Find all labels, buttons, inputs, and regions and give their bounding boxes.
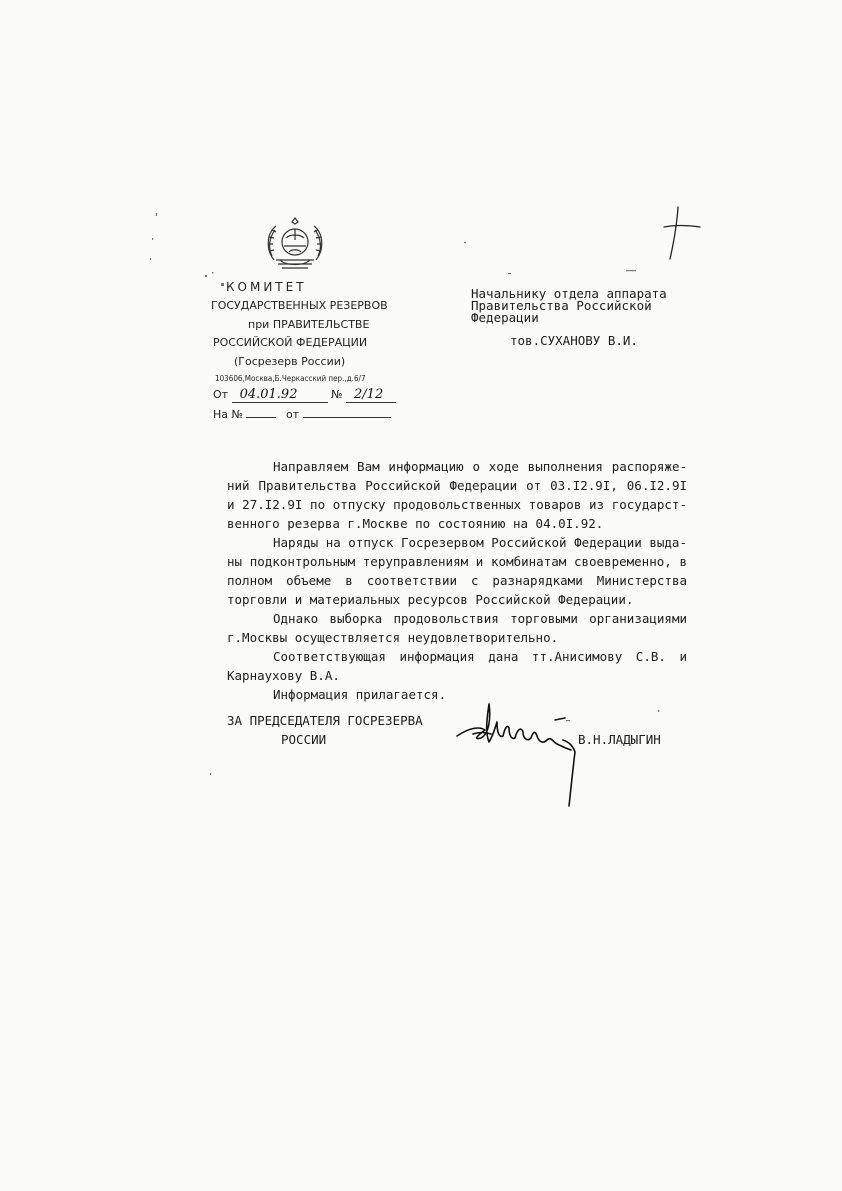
letterhead-line-3: РОССИЙСКОЙ ФЕДЕРАЦИИ <box>213 336 368 349</box>
addressee-name: тов.СУХАНОВУ В.И. <box>510 333 638 348</box>
number-value: 2/12 <box>346 387 396 403</box>
ref-from-label: от <box>285 408 300 421</box>
corner-pen-mark <box>660 205 702 261</box>
handwritten-signature <box>455 698 595 810</box>
committee-heading: КОМИТЕТ <box>226 280 307 294</box>
letterhead-line-1: ГОСУДАРСТВЕННЫХ РЕЗЕРВОВ <box>211 299 388 312</box>
body-paragraph: Направляем Вам информацию о ходе выполнения распоряже-ний Правительства Российской Федерации от 03.I2.9I, 06.I2.9I и 27.I2.9I по отпуску продовольственных товаров из государст-венного резерва г.Москве по состоянию на 04.0I.92. <box>227 459 687 531</box>
body-paragraph: Информация прилагается. <box>273 687 447 702</box>
coat-of-arms-icon <box>262 216 328 278</box>
date-label: От <box>213 388 229 401</box>
number-label: № <box>331 388 343 401</box>
reference-row <box>213 408 391 421</box>
signatory-name: В.Н.ЛАДЫГИН <box>578 732 661 747</box>
ref-label: На № <box>213 408 243 421</box>
date-value: 04.01.92 <box>232 387 328 403</box>
addressee-lines: Начальнику отдела аппарата Правительства Российской Федерации <box>471 286 667 325</box>
letterhead-line-4: (Госрезерв России) <box>234 355 346 368</box>
signatory-title-line-2: РОССИИ <box>281 732 327 747</box>
letter-body <box>227 457 687 704</box>
ref-date-blank <box>303 417 391 418</box>
body-paragraph: Соответствующая информация дана тт.Анисимову С.В. и Карнаухову В.А. <box>227 649 687 683</box>
body-paragraph: Однако выборка продовольствия торговыми организациями г.Москвы осуществляется неудовлетворительно. <box>227 611 687 645</box>
letterhead-address: 103606,Москва,Б.Черкасский пер.,д.6/7 <box>215 374 366 383</box>
ref-number-blank <box>246 417 276 418</box>
signatory-title-line-1: ЗА ПРЕДСЕДАТЕЛЯ ГОСРЕЗЕРВА <box>227 713 423 728</box>
letterhead-line-2: при ПРАВИТЕЛЬСТВЕ <box>248 318 370 331</box>
body-paragraph: Наряды на отпуск Госрезервом Российской Федерации выда-ны подконтрольным теруправлениям и комбинатам своевременно, в полном объеме в соответствии с разнарядками Министерства торговли и материальных ресурсов Российской Федерации. <box>227 535 687 607</box>
registration-date-row <box>213 387 396 403</box>
